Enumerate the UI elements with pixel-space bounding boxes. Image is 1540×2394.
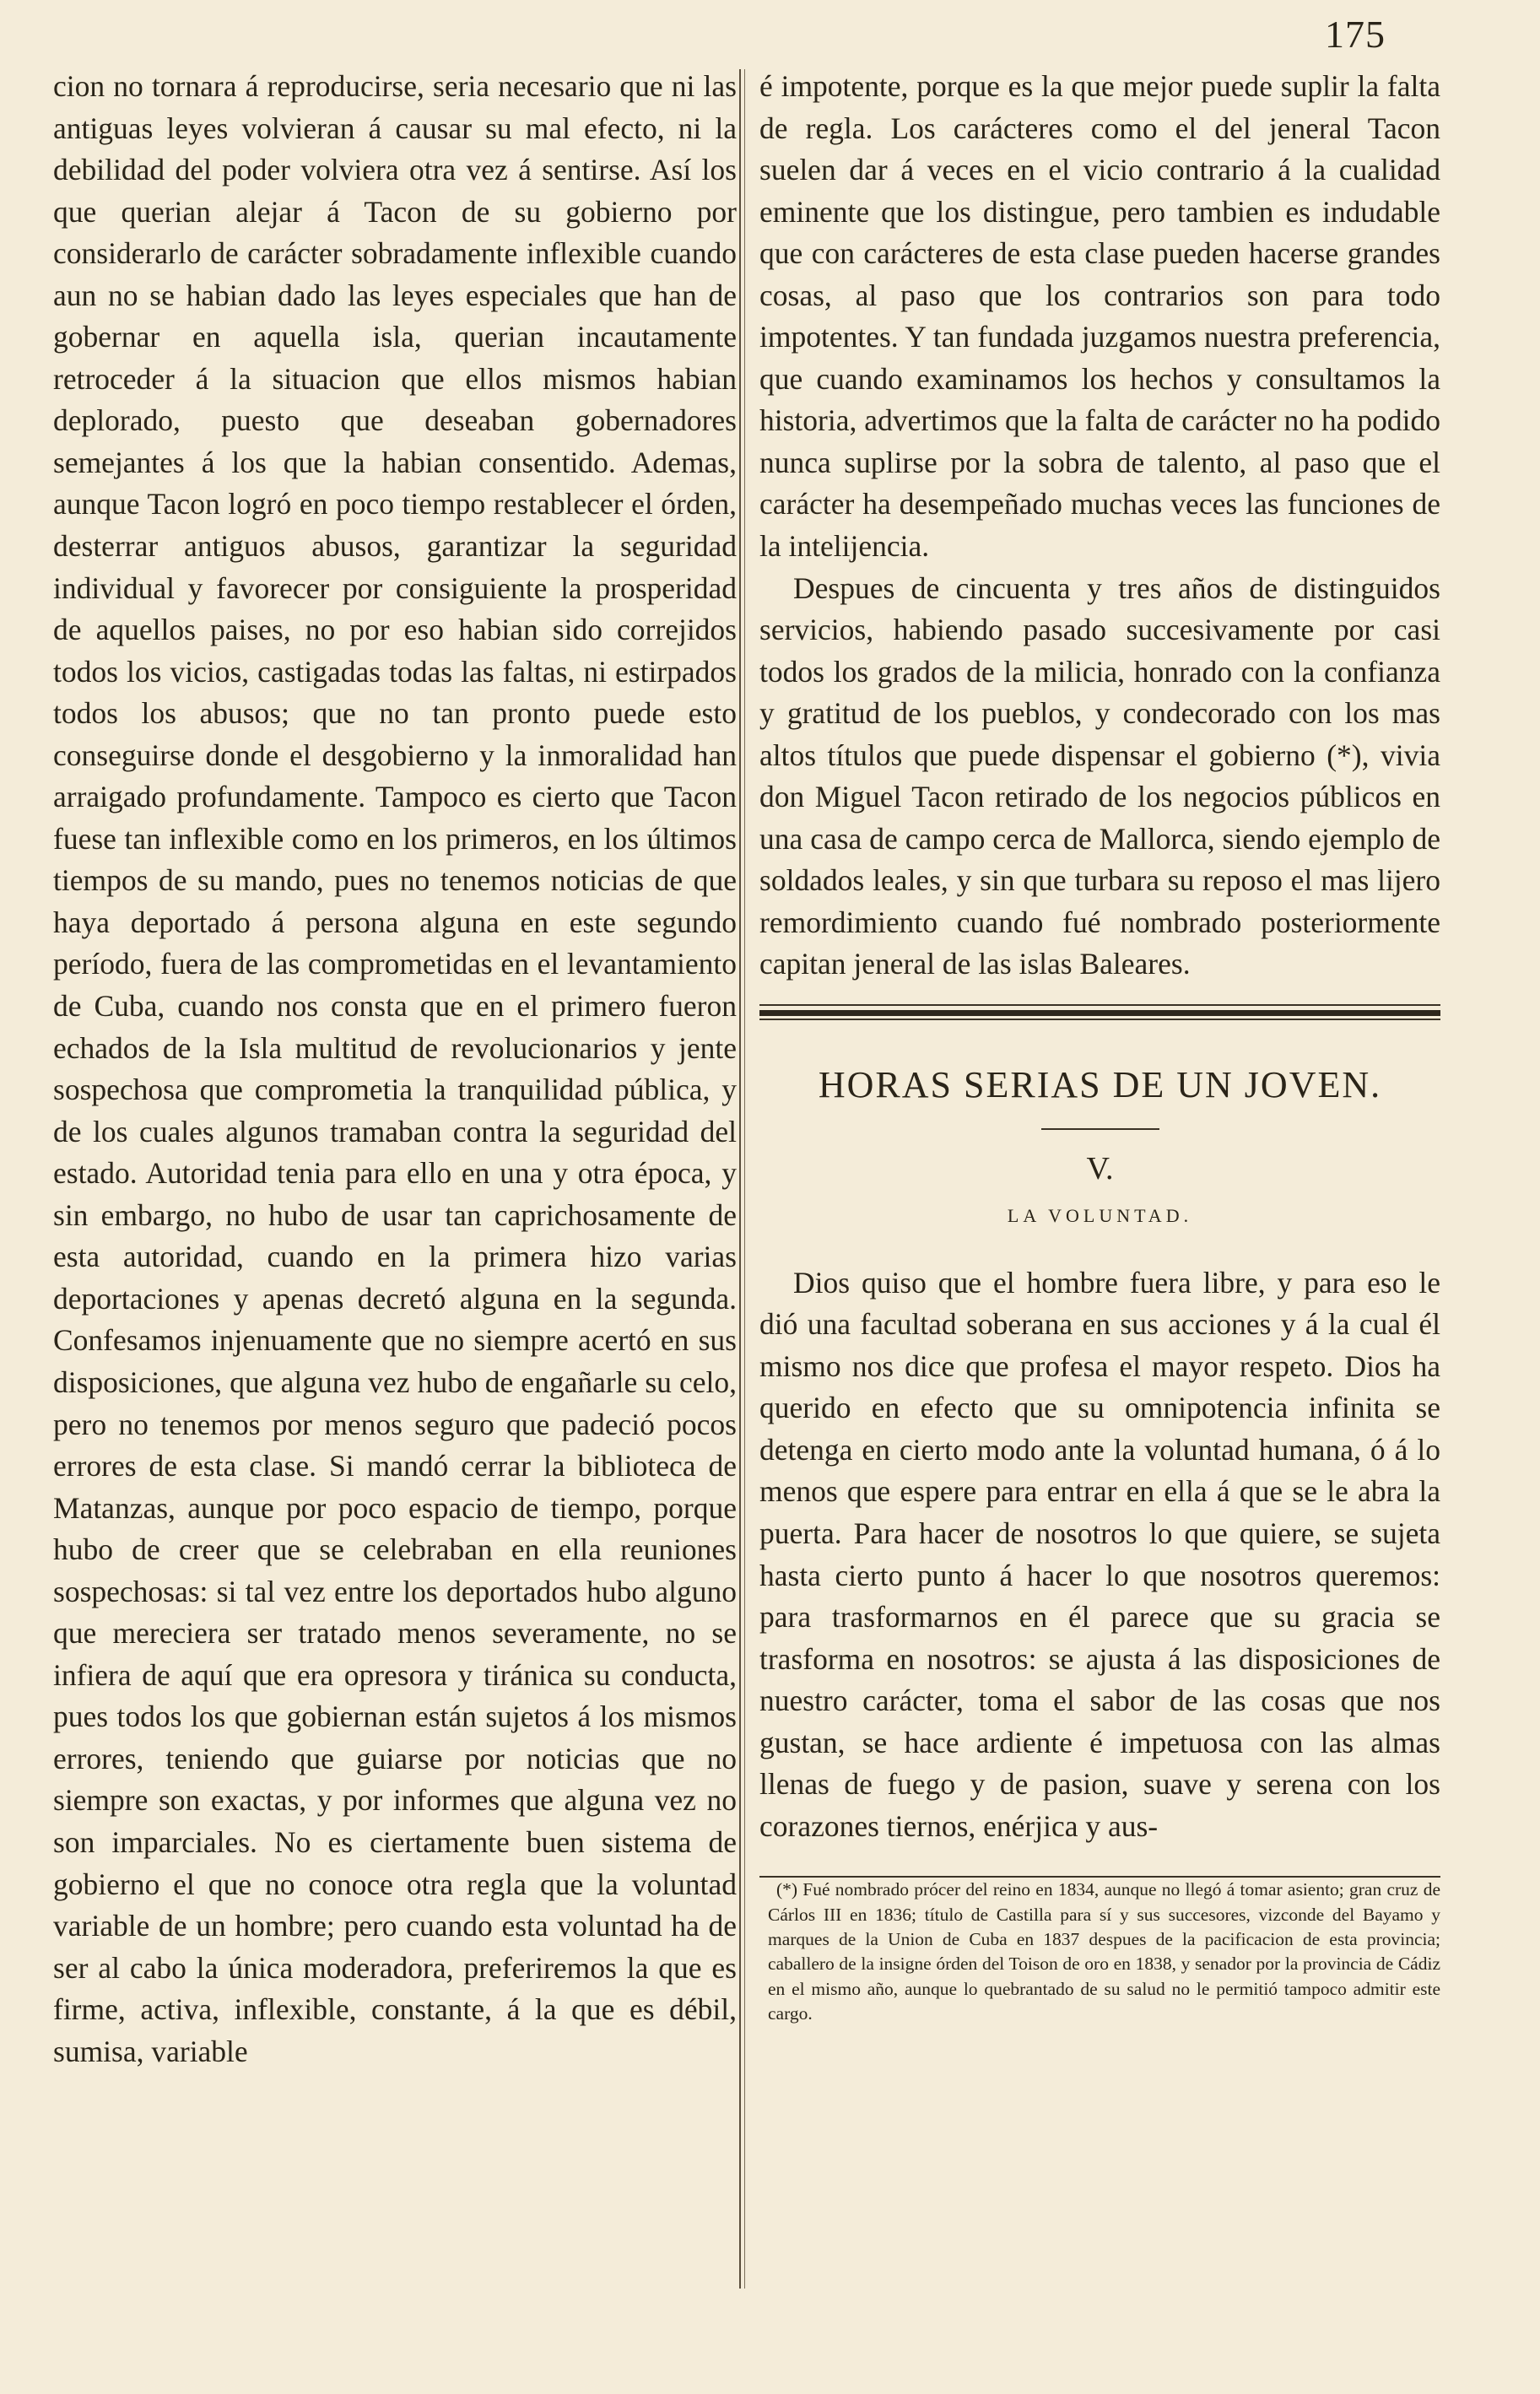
chapter-subtitle: LA VOLUNTAD. (1007, 1205, 1193, 1227)
left-column (53, 66, 737, 2072)
left-paragraph: cion no tornara á reproducirse, seria necesario que ni las antiguas leyes volvieran á causar su mal efecto, ni la debilidad del poder volviera otra vez á sentirse. Así los que querian alejar á Tacon de su gobierno por considerarlo de carácter sobradamente inflexible cuando aun no se habian dado las leyes especiales que han de gobernar en aquella isla, querian incautamente retroceder á la situacion que ellos mismos habian deplorado, puesto que deseaban gobernadores semejantes á los que la habian consentido. Ademas, aunque Tacon logró en poco tiempo restablecer el órden, desterrar antiguos abusos, garantizar la seguridad individual y favorecer por consiguiente la prosperidad de aquellos paises, no por eso habian sido correjidos todos los vicios, castigadas todas las faltas, ni estirpados todos los abusos; que no tan pronto puede esto conseguirse donde el desgobierno y la inmoralidad han arraigado profundamente. Tampoco es cierto que Tacon fuese tan inflexible como en los primeros, en los últimos tiempos de su mando, pues no tenemos noticias de que haya deportado á persona alguna en este segundo período, fuera de las comprometidas en el levantamiento de Cuba, cuando nos consta que en el primero fueron echados de la Isla multitud de revolucionarios y jente sospechosa que comprometia la tranquilidad pública, y de los cuales algunos tramaban contra la seguridad del estado. Autoridad tenia para ello en una y otra época, y sin embargo, no hubo de usar tan caprichosamente de esta autoridad, cuando en la primera hizo varias deportaciones y apenas decretó alguna en la segunda. Confesamos injenuamente que no siempre acertó en sus disposiciones, que alguna vez hubo de engañarle su celo, pero no tenemos por menos seguro que padeció pocos errores de esta clase. Si mandó cerrar la biblioteca de Matanzas, aunque por poco espacio de tiempo, porque hubo de creer que se celebraban en ella reuniones sospechosas: si tal vez entre los deportados hubo alguno que mereciera ser tratado menos severamente, no se infiera de aquí que era opresora y tiránica su conducta, pues todos los que gobiernan están sujetos á los mismos errores, teniendo que guiarse por noticias que no siempre son exactas, y por informes que alguna vez no son imparciales. No es ciertamente buen sistema de gobierno el que no conoce otra regla que la voluntad variable de un hombre; pero cuando esta voluntad ha de ser al cabo la única moderadora, preferiremos la que es firme, activa, inflexible, constante, á la que es débil, sumisa, variable (53, 69, 737, 2068)
footnote: (*) Fué nombrado prócer del reino en 1834, aunque no llegó á tomar asiento; gran cruz de Cárlos III en 1836; título de Castilla para sí y sus succesores, vizconde del Bayamo y marques de la Union de Cuba en 1837 despues de la pacificacion de esta provincia; caballero de la insigne órden del Toison de oro en 1838, y senador por la provincia de Cádiz en el mismo año, aunque lo quebrantado de su salud no le permitió tampoco admitir este cargo. (768, 1879, 1440, 2024)
title-rule (1041, 1128, 1159, 1130)
column-divider (739, 69, 741, 2289)
right-paragraph-continuation: é impotente, porque es la que mejor puede suplir la falta de regla. Los carácteres como el del jeneral Tacon suelen dar á veces en el vicio contrario á la cualidad eminente que los distingue, pero tambien es indudable que con carácteres de esta clase pueden hacerse grandes cosas, al paso que los contrarios son para todo impotentes. Y tan fundada juzgamos nuestra preferencia, que cuando examinamos los hechos y consultamos la historia, advertimos que la falta de carácter no ha podido nunca suplirse por la sobra de talento, al paso que el carácter ha desempeñado muchas veces las funciones de la intelijencia. (759, 69, 1440, 564)
article-title: HORAS SERIAS DE UN JOVEN. (818, 1064, 1382, 1106)
right-column (759, 66, 1440, 2026)
article-paragraph: Dios quiso que el hombre fuera libre, y para eso le dió una facultad soberana en sus acciones y á la cual él mismo nos dice que profesa el mayor respeto. Dios ha querido en efecto que su omnipotencia infinita se detenga en cierto modo ante la voluntad humana, ó á lo menos que espere para entrar en ella á que se le abra la puerta. Para hacer de nosotros lo que quiere, se sujeta hasta cierto punto á hacer lo que nosotros queremos: para trasformarnos en él parece que su gracia se trasforma en nosotros: se ajusta á las disposiciones de nuestro carácter, toma el sabor de las cosas que nos gustan, se hace ardiente é impetuosa con las almas llenas de fuego y de pasion, suave y serena con los corazones tiernos, enérjica y aus- (759, 1265, 1440, 1843)
chapter-number: V. (1086, 1150, 1114, 1186)
right-paragraph-biography: Despues de cincuenta y tres años de distinguidos servicios, habiendo pasado succesivamente por casi todos los grados de la milicia, honrado con la confianza y gratitud de los pueblos, y condecorado con los mas altos títulos que puede dispensar el gobierno (*), vivia don Miguel Tacon retirado de los negocios públicos en una casa de campo cerca de Mallorca, siendo ejemplo de soldados leales, y sin que turbara su reposo el mas lijero remordimiento cuando fué nombrado posteriormente capitan jeneral de las islas Baleares. (759, 570, 1440, 981)
column-divider-inner (744, 69, 745, 2289)
section-divider (759, 1004, 1440, 1020)
page-number: 175 (1325, 13, 1386, 56)
